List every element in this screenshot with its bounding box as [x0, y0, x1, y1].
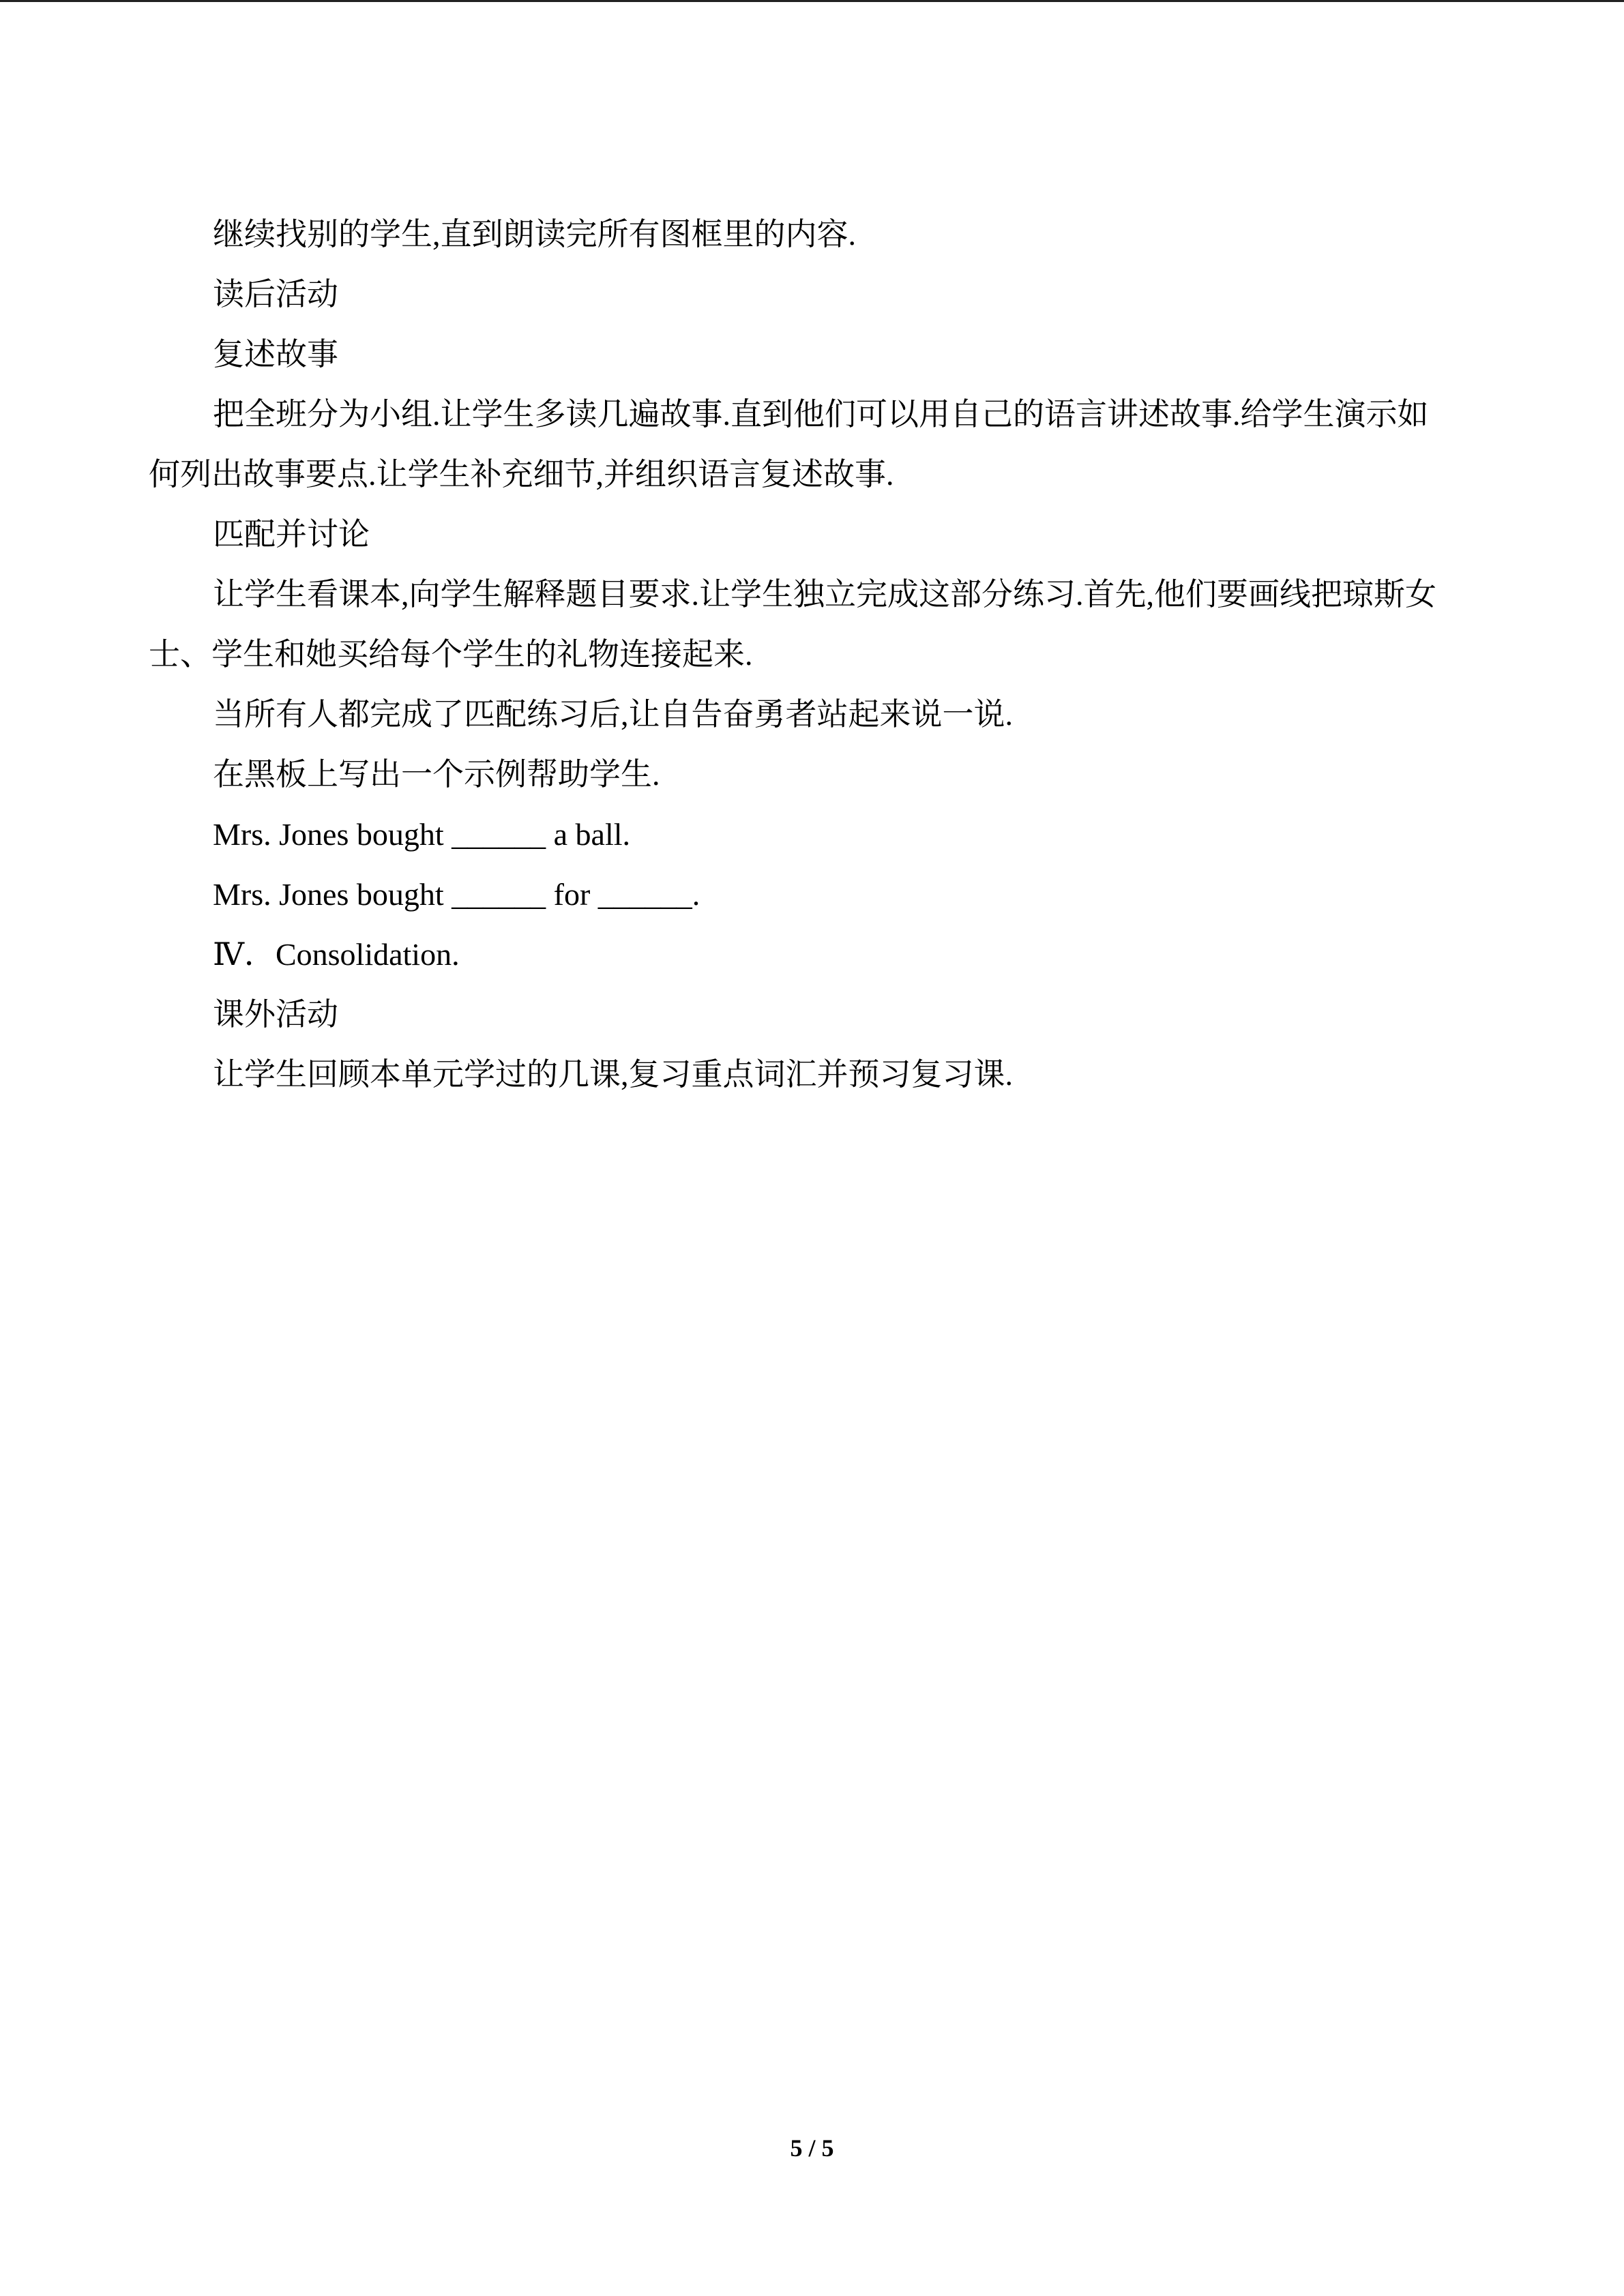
- page-top-border: [0, 0, 1624, 2]
- example-sentence-1: Mrs. Jones bought ______ a ball.: [213, 817, 631, 852]
- page-number: 5 / 5: [790, 2134, 834, 2162]
- example-sentence-2: Mrs. Jones bought ______ for ______.: [213, 877, 700, 912]
- heading-extracurricular: 课外活动: [213, 997, 338, 1032]
- paragraph-blackboard-example: 在黑板上写出一个示例帮助学生.: [213, 757, 660, 792]
- section-heading-consolidation: Ⅳ．Consolidation.: [213, 937, 460, 972]
- heading-match-discuss: 匹配并讨论: [213, 517, 370, 552]
- heading-post-reading: 读后活动: [213, 277, 338, 312]
- document-body: [149, 205, 1458, 1105]
- paragraph-matching-exercise: 让学生看课本,向学生解释题目要求.让学生独立完成这部分练习.首先,他们要画线把琼斯女士、学生和她买给每个学生的礼物连接起来.: [149, 577, 1436, 672]
- paragraph-continue-reading: 继续找别的学生,直到朗读完所有图框里的内容.: [213, 217, 856, 252]
- paragraph-group-retelling: 把全班分为小组.让学生多读几遍故事.直到他们可以用自己的语言讲述故事.给学生演示如何列出故事要点.让学生补充细节,并组织语言复述故事.: [149, 397, 1429, 492]
- paragraph-review-unit: 让学生回顾本单元学过的几课,复习重点词汇并预习复习课.: [213, 1057, 1013, 1092]
- heading-retell-story: 复述故事: [213, 337, 338, 372]
- paragraph-volunteers: 当所有人都完成了匹配练习后,让自告奋勇者站起来说一说.: [213, 697, 1013, 732]
